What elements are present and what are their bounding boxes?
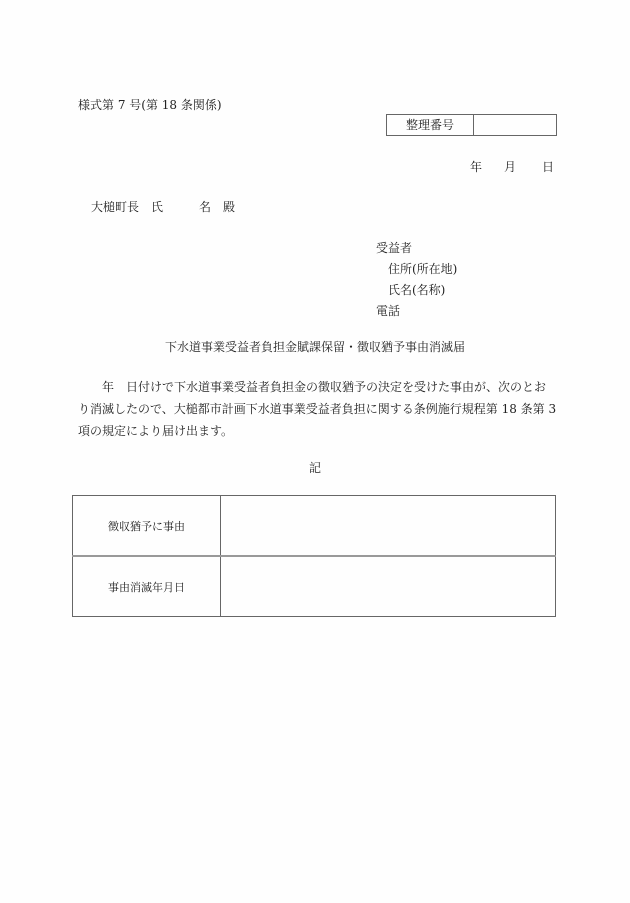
applicant-block bbox=[376, 238, 457, 322]
addressee-name-part1: 氏 bbox=[151, 200, 164, 214]
table-row bbox=[73, 556, 556, 617]
applicant-name-label: 氏名(名称) bbox=[388, 283, 446, 297]
ki-heading: 記 bbox=[309, 461, 322, 475]
details-table bbox=[72, 495, 556, 617]
table-label-extinction-date: 事由消滅年月日 bbox=[73, 556, 221, 617]
table-label-reason: 徴収猶予に事由 bbox=[73, 496, 221, 557]
form-number: 様式第 7 号(第 18 条関係) bbox=[78, 98, 222, 112]
addressee-name-part2: 名 bbox=[199, 200, 212, 214]
date-line bbox=[470, 158, 554, 175]
table-value-reason[interactable] bbox=[221, 496, 556, 557]
reference-number-field[interactable] bbox=[474, 115, 556, 135]
body-line: り消滅したので、大槌都市計画下水道事業受益者負担に関する条例施行規程第 18 条第 3 bbox=[78, 402, 557, 416]
addressee-title: 大槌町長 bbox=[91, 200, 140, 214]
addressee bbox=[91, 198, 235, 215]
applicant-heading: 受益者 bbox=[376, 241, 413, 255]
applicant-address-label: 住所(所在地) bbox=[388, 262, 458, 276]
addressee-honorific: 殿 bbox=[223, 200, 236, 214]
table-row bbox=[73, 496, 556, 557]
reference-number-label: 整理番号 bbox=[387, 115, 474, 135]
date-year: 年 bbox=[470, 160, 483, 174]
reference-number-box bbox=[386, 114, 557, 136]
table-value-extinction-date[interactable] bbox=[221, 556, 556, 617]
date-month: 月 bbox=[504, 160, 517, 174]
date-day: 日 bbox=[542, 160, 555, 174]
applicant-phone-label: 電話 bbox=[376, 304, 401, 318]
document-title: 下水道事業受益者負担金賦課保留・徴収猶予事由消滅届 bbox=[165, 340, 466, 354]
body-line: 年 日付けで下水道事業受益者負担金の徴収猶予の決定を受けた事由が、次のとお bbox=[78, 380, 547, 394]
body-text bbox=[78, 376, 562, 442]
body-line: 項の規定により届け出ます。 bbox=[78, 424, 234, 438]
